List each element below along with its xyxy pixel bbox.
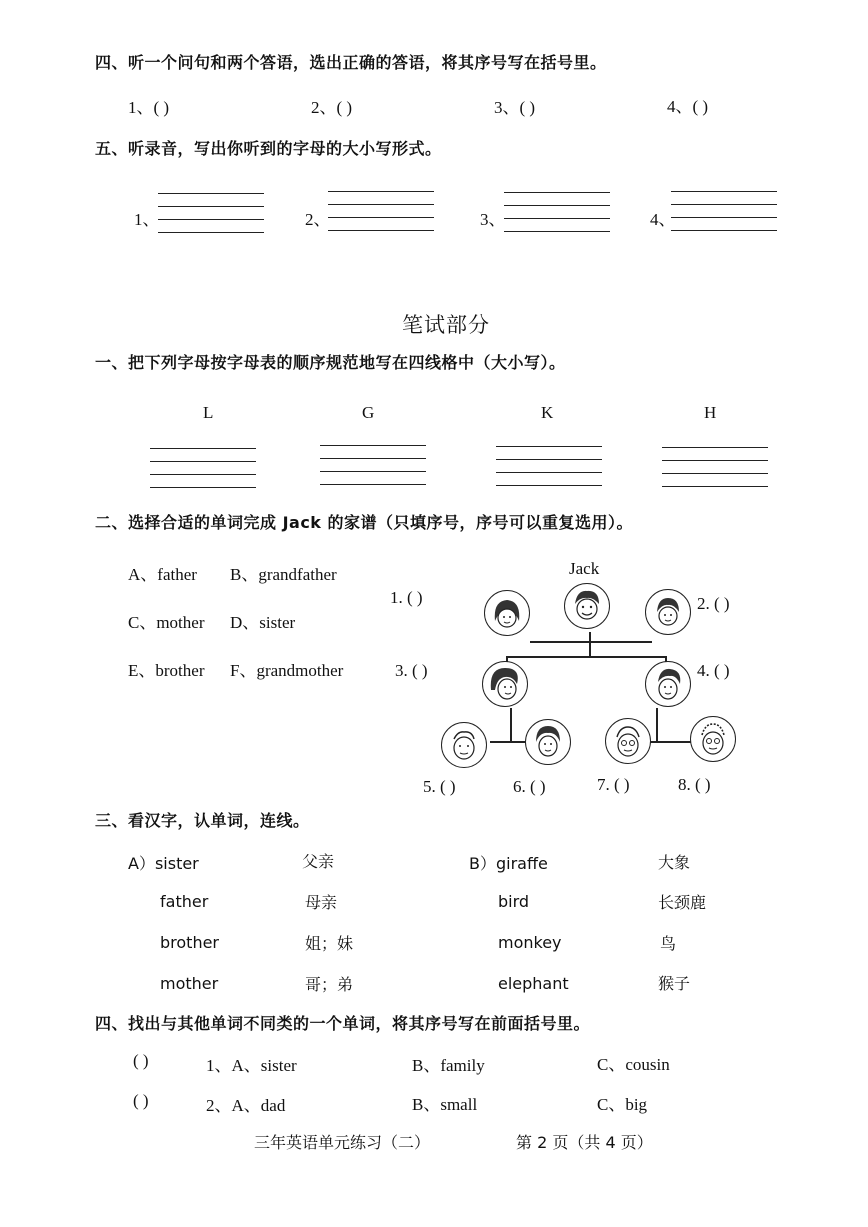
- four-line-grid-3[interactable]: [504, 192, 610, 236]
- option-C: C、mother: [128, 613, 205, 632]
- footer-page-number: 第 2 页（共 4 页）: [516, 1133, 653, 1152]
- grandfather-face-2-icon: [605, 718, 651, 764]
- letter-grid-L[interactable]: [150, 448, 256, 492]
- listening-answer-1: 1、( ): [128, 98, 170, 117]
- listening-answer-4: 4、( ): [667, 97, 709, 116]
- tree-blank-1[interactable]: 1. ( ): [390, 588, 423, 607]
- odd-one-row-1-c: C、cousin: [597, 1055, 670, 1074]
- match-b-cn-2[interactable]: 长颈鹿: [658, 893, 707, 912]
- match-b-bird[interactable]: bird: [498, 892, 530, 911]
- written-section3-title: 三、看汉字，认单词，连线。: [95, 811, 310, 830]
- girl-face-icon: [484, 590, 530, 636]
- match-a-mother[interactable]: mother: [160, 974, 219, 993]
- written-section1-title: 一、把下列字母按字母表的顺序规范地写在四线格中（大小写）。: [95, 353, 566, 372]
- written-part-title: 笔试部分: [402, 313, 490, 337]
- letter-G: G: [362, 403, 375, 422]
- tree-blank-6[interactable]: 6. ( ): [513, 777, 546, 796]
- boy-face-icon: [645, 589, 691, 635]
- tree-blank-7[interactable]: 7. ( ): [597, 775, 630, 794]
- listening-answer-3: 3、( ): [494, 98, 536, 117]
- letter-K: K: [541, 403, 554, 422]
- odd-one-row-2-c: C、big: [597, 1095, 648, 1114]
- grandmother-face-1-icon: [525, 719, 571, 765]
- tree-blank-3[interactable]: 3. ( ): [395, 661, 428, 680]
- listening-section4-title: 四、听一个问句和两个答语，选出正确的答语，将其序号写在括号里。: [95, 53, 607, 72]
- match-b-cn-1[interactable]: 大象: [658, 853, 691, 872]
- four-line-grid-1[interactable]: [158, 193, 264, 237]
- match-a-father[interactable]: father: [160, 892, 209, 911]
- letter-item-4-number: 4、: [650, 210, 676, 229]
- match-b-cn-3[interactable]: 鸟: [660, 934, 677, 953]
- grandmother-face-2-icon: [690, 716, 736, 762]
- four-line-grid-2[interactable]: [328, 191, 434, 235]
- tree-jack-label: Jack: [569, 559, 600, 578]
- footer-exam-name: 三年英语单元练习（二）: [254, 1133, 431, 1152]
- letter-H: H: [704, 403, 717, 422]
- listening-answer-2: 2、( ): [311, 98, 353, 117]
- odd-one-row-1-a: 1、A、sister: [206, 1056, 297, 1075]
- jack-face-icon: [564, 583, 610, 629]
- written-section4-title: 四、找出与其他单词不同类的一个单词，将其序号写在前面括号里。: [95, 1014, 591, 1033]
- odd-one-row-2-b: B、small: [412, 1095, 478, 1114]
- tree-blank-8[interactable]: 8. ( ): [678, 775, 711, 794]
- odd-one-bracket-1[interactable]: ( ): [133, 1051, 149, 1070]
- tree-blank-5[interactable]: 5. ( ): [423, 777, 456, 796]
- match-a-cn-2[interactable]: 母亲: [305, 893, 338, 912]
- four-line-grid-4[interactable]: [671, 191, 777, 235]
- option-A: A、father: [128, 565, 197, 584]
- match-a-cn-4[interactable]: 哥；弟: [305, 975, 354, 994]
- tree-blank-2[interactable]: 2. ( ): [697, 594, 730, 613]
- letter-item-2-number: 2、: [305, 210, 331, 229]
- match-b-elephant[interactable]: elephant: [498, 974, 569, 993]
- listening-section5-title: 五、听录音，写出你听到的字母的大小写形式。: [95, 139, 442, 158]
- match-a-cn-3[interactable]: 姐；妹: [305, 934, 354, 953]
- option-D: D、sister: [230, 613, 296, 632]
- match-a-sister[interactable]: A）sister: [128, 854, 199, 873]
- letter-item-3-number: 3、: [480, 210, 506, 229]
- letter-item-1-number: 1、: [134, 210, 160, 229]
- match-b-giraffe[interactable]: B）giraffe: [469, 854, 548, 873]
- letter-L: L: [203, 403, 214, 422]
- match-b-monkey[interactable]: monkey: [498, 933, 562, 952]
- odd-one-bracket-2[interactable]: ( ): [133, 1091, 149, 1110]
- letter-grid-H[interactable]: [662, 447, 768, 491]
- tree-blank-4[interactable]: 4. ( ): [697, 661, 730, 680]
- match-a-brother[interactable]: brother: [160, 933, 220, 952]
- odd-one-row-2-a: 2、A、dad: [206, 1096, 286, 1115]
- option-F: F、grandmother: [230, 661, 344, 680]
- father-face-icon: [645, 661, 691, 707]
- letter-grid-G[interactable]: [320, 445, 426, 489]
- letter-grid-K[interactable]: [496, 446, 602, 490]
- written-section2-title: 二、选择合适的单词完成 Jack 的家谱（只填序号，序号可以重复选用）。: [95, 513, 634, 532]
- match-b-cn-4[interactable]: 猴子: [658, 974, 691, 993]
- odd-one-row-1-b: B、family: [412, 1056, 485, 1075]
- match-a-cn-1[interactable]: 父亲: [302, 852, 335, 871]
- grandfather-face-1-icon: [441, 722, 487, 768]
- option-E: E、brother: [128, 661, 205, 680]
- option-B: B、grandfather: [230, 565, 337, 584]
- mother-face-icon: [482, 661, 528, 707]
